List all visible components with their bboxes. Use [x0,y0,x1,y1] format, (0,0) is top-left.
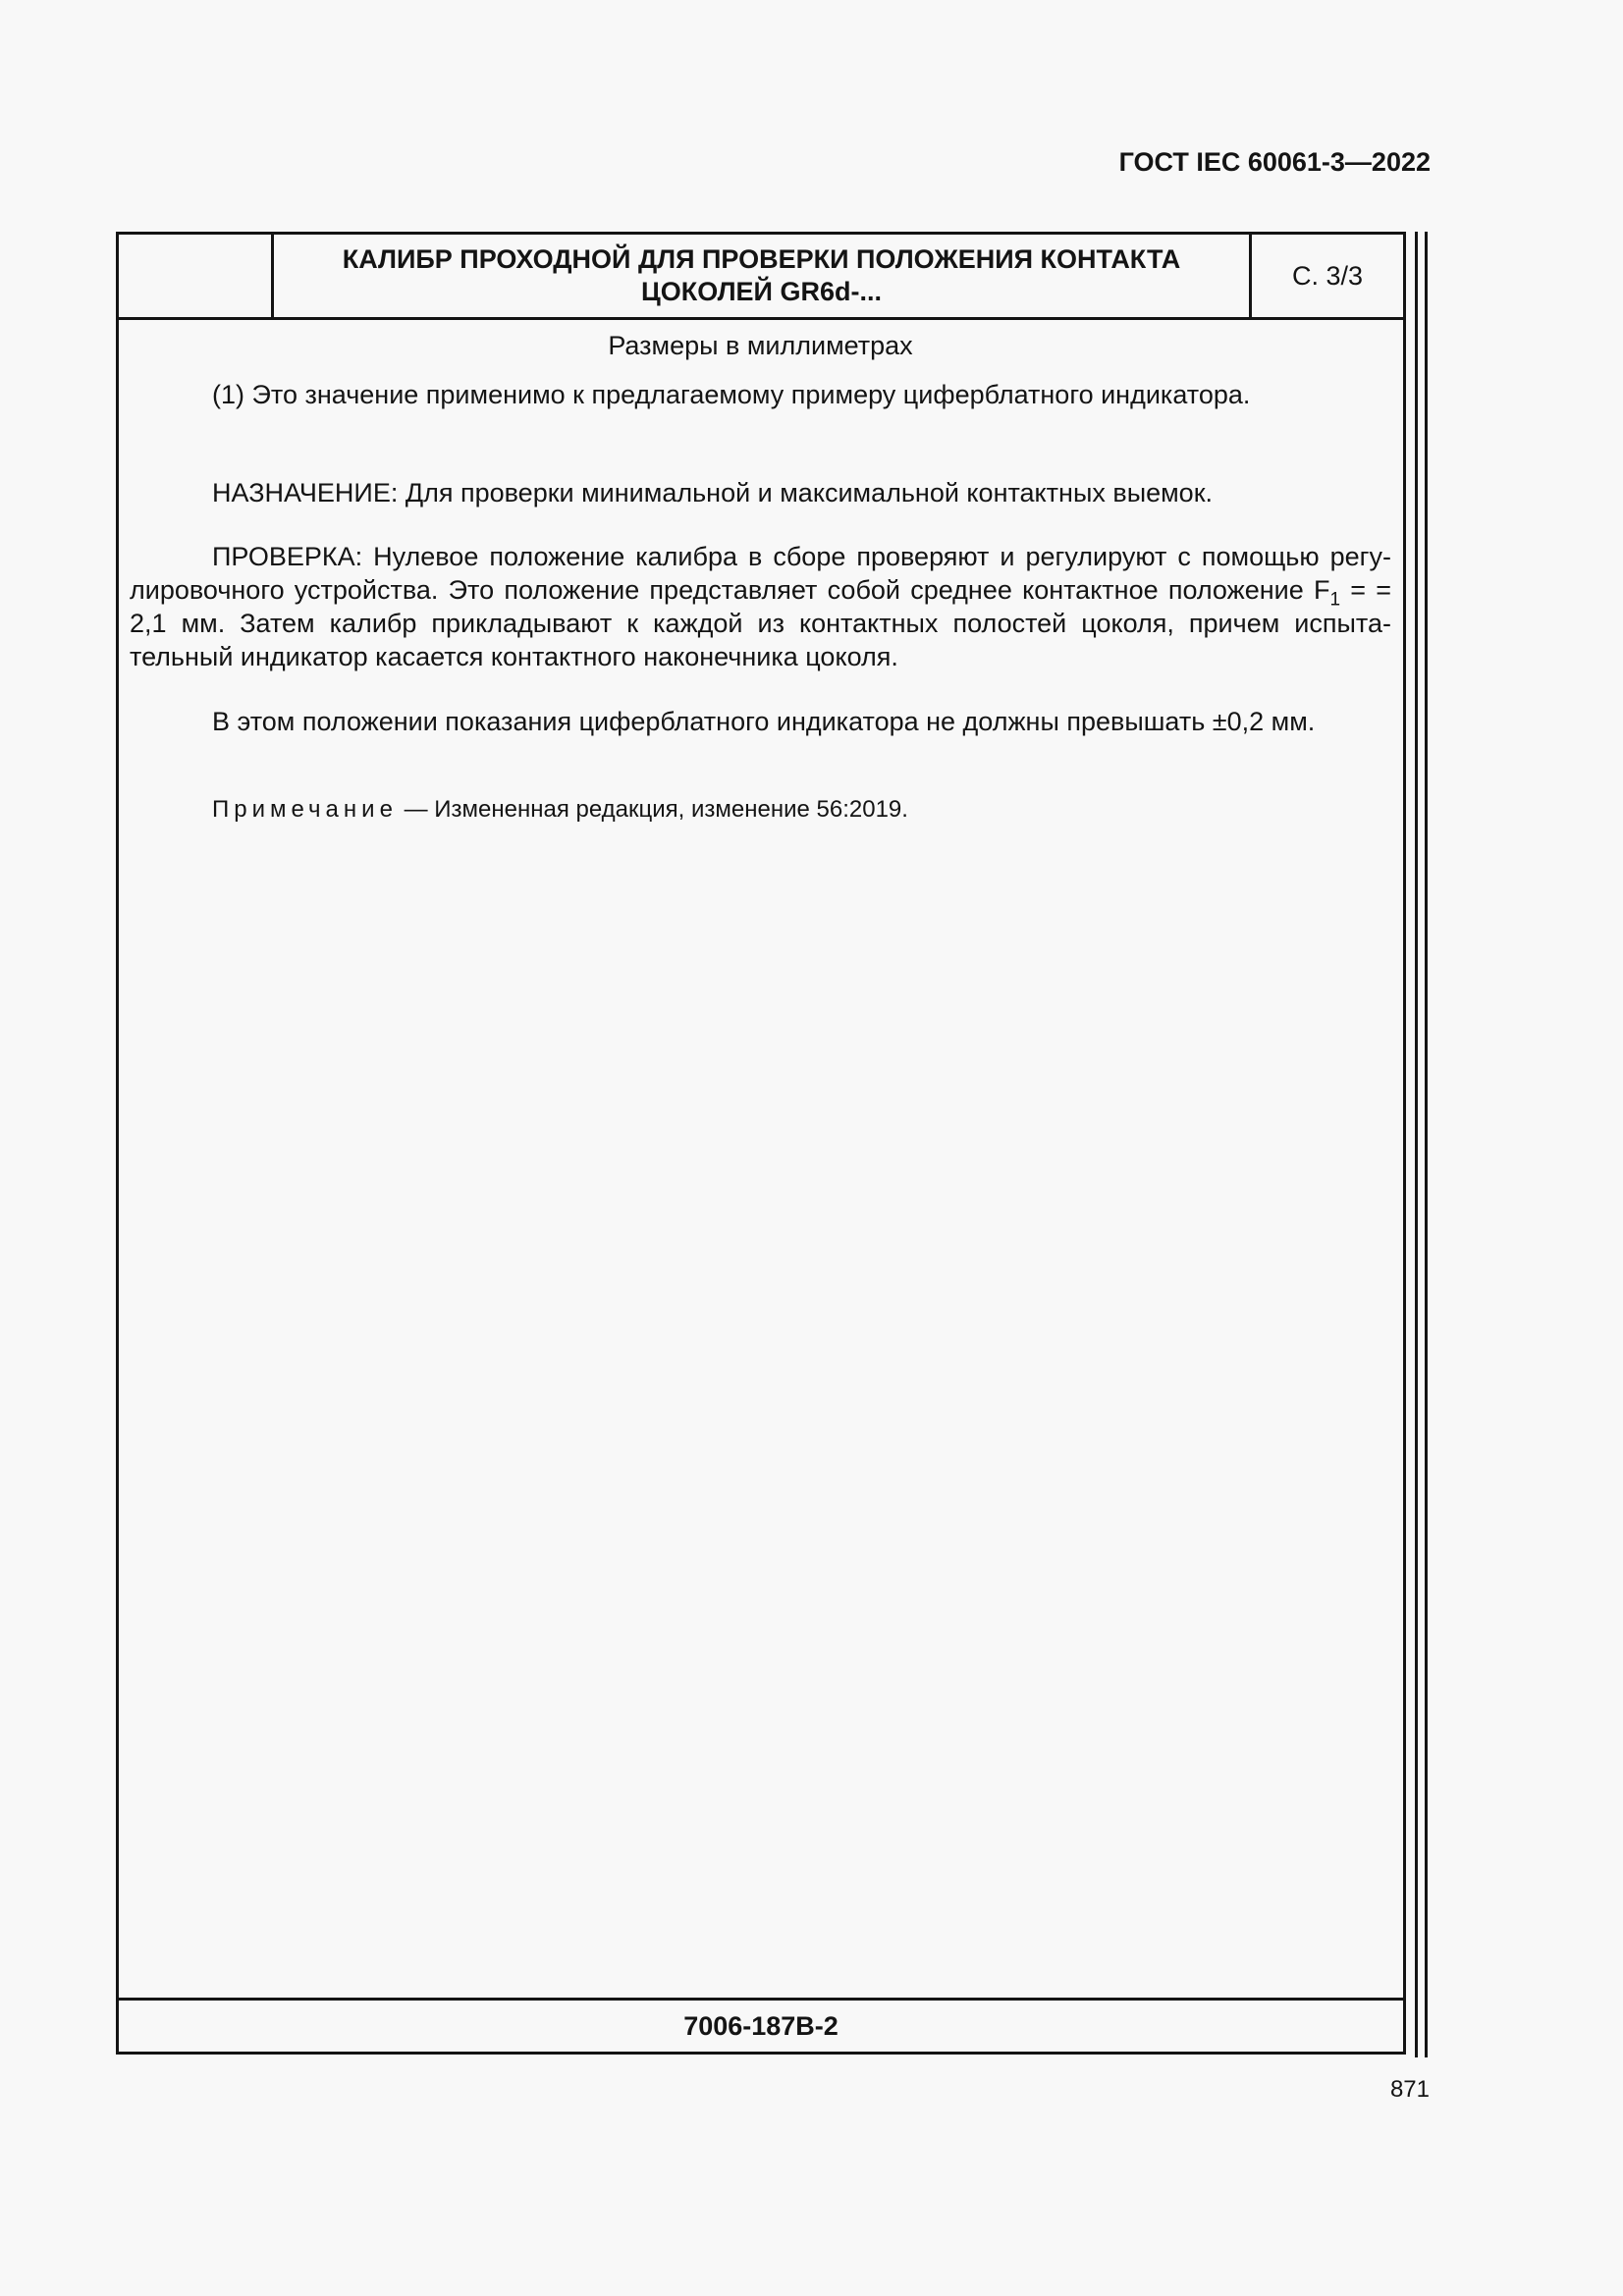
check-text-part2: = = 2,1 мм. Затем калибр прикладывают к каждой из контактных полостей цоколя, причем испытательный индикатор касается контактного наконечника цоколя. [130,575,1391,671]
sheet-title-line2: ЦОКОЛЕЙ GR6d-... [641,277,882,306]
remark-text: — Измененная редакция, изменение 56:2019. [397,796,908,823]
check-subscript: 1 [1329,589,1341,611]
sheet-header [119,235,1403,320]
frame-side-rule [1425,232,1428,2057]
sheet-frame [116,232,1406,2055]
purpose-paragraph: НАЗНАЧЕНИЕ: Для проверки минимальной и максимальной контактных выемок. [212,478,1214,507]
remark-label: Примечание [212,796,398,823]
position-paragraph: В этом положении показания циферблатного индикатора не должны превышать ±0,2 мм. [212,707,1316,736]
dimensions-note: Размеры в миллиметрах [608,331,913,360]
sheet-body [119,320,1403,1998]
check-paragraph [130,540,1391,673]
sheet-footer: 7006-187B-2 [119,1998,1403,2052]
sheet-title [274,235,1252,317]
sheet-title-line1: КАЛИБР ПРОХОДНОЙ ДЛЯ ПРОВЕРКИ ПОЛОЖЕНИЯ КОНТАКТА [342,244,1181,274]
document-code: ГОСТ IEC 60061-3—2022 [1118,147,1431,177]
header-empty-cell [119,235,274,317]
footnote-1: (1) Это значение применимо к предлагаемому примеру циферблатного индикатора. [212,380,1251,409]
remark-paragraph [130,793,1391,827]
frame-side-rule [1415,232,1418,2057]
page-number: 871 [1389,2076,1430,2103]
sheet-number: С. 3/3 [1291,260,1364,291]
check-text-part1: ПРОВЕРКА: Нулевое положение калибра в сборе проверяют и регулируют с помощью регулировочного устройства. Это положение представляет собой среднее контактное положение F [130,542,1391,605]
